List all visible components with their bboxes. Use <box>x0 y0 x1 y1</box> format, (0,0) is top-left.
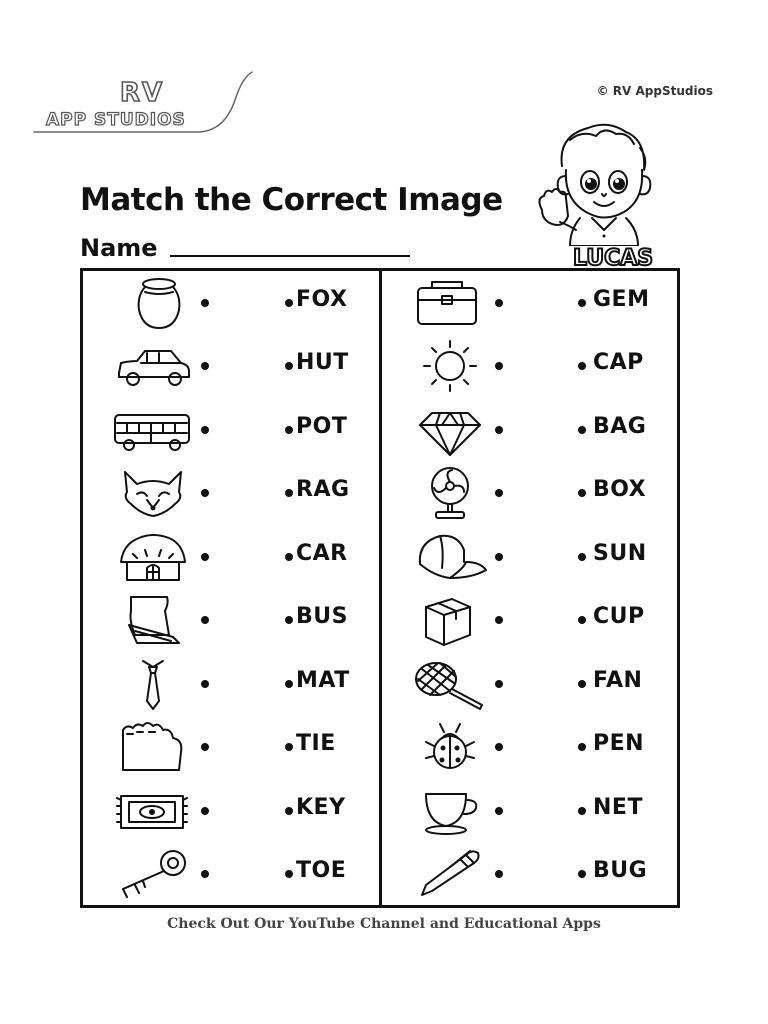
word-match-dot[interactable] <box>578 362 586 370</box>
name-field[interactable] <box>80 232 410 262</box>
picture-match-dot[interactable] <box>495 362 503 370</box>
word-match-dot[interactable] <box>285 426 293 434</box>
picture-match-dot[interactable] <box>201 553 209 561</box>
cup-icon <box>410 782 490 840</box>
toe-icon <box>113 718 193 776</box>
bug-icon <box>410 718 490 776</box>
name-label: Name <box>80 234 158 262</box>
picture-match-dot[interactable] <box>495 807 503 815</box>
match-row <box>382 842 678 905</box>
picture-match-dot[interactable] <box>495 426 503 434</box>
picture-match-dot[interactable] <box>201 680 209 688</box>
word-match-dot[interactable] <box>285 870 293 878</box>
box-icon <box>410 591 490 649</box>
match-word: CAR <box>296 541 348 566</box>
match-row <box>83 525 379 588</box>
sun-icon <box>410 337 490 395</box>
match-row <box>83 588 379 651</box>
net-icon <box>410 655 490 713</box>
match-word: NET <box>593 795 643 820</box>
match-row <box>83 398 379 461</box>
match-row <box>382 715 678 778</box>
match-row <box>83 779 379 842</box>
match-word: KEY <box>296 795 346 820</box>
cap-icon <box>410 528 490 586</box>
picture-match-dot[interactable] <box>201 870 209 878</box>
match-row <box>382 398 678 461</box>
match-word: GEM <box>593 287 650 312</box>
match-row <box>382 652 678 715</box>
mat-icon <box>113 782 193 840</box>
match-word: TIE <box>296 731 336 756</box>
match-row <box>382 525 678 588</box>
key-icon <box>113 845 193 903</box>
picture-match-dot[interactable] <box>495 299 503 307</box>
match-row <box>83 334 379 397</box>
match-row <box>382 779 678 842</box>
fox-icon <box>113 464 193 522</box>
rv-app-studios-logo <box>30 70 260 140</box>
footer-promo-text: Check Out Our YouTube Channel and Educational Apps <box>167 916 601 932</box>
copyright-text: © RV AppStudios <box>596 84 713 98</box>
mascot-name-label: LUCAS <box>573 246 654 271</box>
match-word: RAG <box>296 477 350 502</box>
hut-icon <box>113 528 193 586</box>
word-match-dot[interactable] <box>285 489 293 497</box>
word-match-dot[interactable] <box>285 299 293 307</box>
word-match-dot[interactable] <box>578 680 586 688</box>
match-row <box>83 461 379 524</box>
picture-match-dot[interactable] <box>495 616 503 624</box>
word-match-dot[interactable] <box>285 553 293 561</box>
picture-match-dot[interactable] <box>495 743 503 751</box>
match-word: TOE <box>296 858 347 883</box>
match-row <box>382 461 678 524</box>
match-word: SUN <box>593 541 647 566</box>
matching-worksheet <box>80 268 680 908</box>
match-word: HUT <box>296 350 349 375</box>
match-row <box>382 588 678 651</box>
word-match-dot[interactable] <box>578 616 586 624</box>
name-blank-line[interactable] <box>170 254 410 257</box>
word-match-dot[interactable] <box>578 553 586 561</box>
match-word: POT <box>296 414 348 439</box>
picture-match-dot[interactable] <box>201 426 209 434</box>
match-word: FAN <box>593 668 643 693</box>
car-icon <box>113 337 193 395</box>
match-row <box>382 271 678 334</box>
logo-studios-text: APP STUDIOS <box>46 110 186 130</box>
match-row <box>83 715 379 778</box>
word-match-dot[interactable] <box>578 870 586 878</box>
pen-icon <box>410 845 490 903</box>
left-column <box>83 271 379 905</box>
picture-match-dot[interactable] <box>495 489 503 497</box>
pot-icon <box>113 274 193 332</box>
match-row <box>382 334 678 397</box>
match-word: BAG <box>593 414 647 439</box>
right-column <box>382 271 678 905</box>
word-match-dot[interactable] <box>285 680 293 688</box>
picture-match-dot[interactable] <box>201 362 209 370</box>
gem-icon <box>410 401 490 459</box>
word-match-dot[interactable] <box>578 807 586 815</box>
match-word: CUP <box>593 604 645 629</box>
logo-rv-text: RV <box>120 78 165 108</box>
word-match-dot[interactable] <box>578 743 586 751</box>
lucas-mascot <box>530 118 670 274</box>
match-word: CAP <box>593 350 644 375</box>
match-word: MAT <box>296 668 350 693</box>
match-word: BOX <box>593 477 647 502</box>
picture-match-dot[interactable] <box>201 743 209 751</box>
match-row <box>83 271 379 334</box>
page-title: Match the Correct Image <box>80 182 503 218</box>
match-word: BUS <box>296 604 348 629</box>
match-word: BUG <box>593 858 648 883</box>
picture-match-dot[interactable] <box>495 680 503 688</box>
word-match-dot[interactable] <box>285 616 293 624</box>
word-match-dot[interactable] <box>285 807 293 815</box>
word-match-dot[interactable] <box>285 362 293 370</box>
bus-icon <box>113 401 193 459</box>
word-match-dot[interactable] <box>578 299 586 307</box>
word-match-dot[interactable] <box>285 743 293 751</box>
picture-match-dot[interactable] <box>201 807 209 815</box>
rag-icon <box>113 591 193 649</box>
picture-match-dot[interactable] <box>495 553 503 561</box>
bag-icon <box>410 274 490 332</box>
picture-match-dot[interactable] <box>201 489 209 497</box>
picture-match-dot[interactable] <box>201 299 209 307</box>
picture-match-dot[interactable] <box>495 870 503 878</box>
word-match-dot[interactable] <box>578 426 586 434</box>
match-row <box>83 842 379 905</box>
picture-match-dot[interactable] <box>201 616 209 624</box>
match-row <box>83 652 379 715</box>
fan-icon <box>410 464 490 522</box>
word-match-dot[interactable] <box>578 489 586 497</box>
match-word: PEN <box>593 731 645 756</box>
tie-icon <box>113 655 193 713</box>
match-word: FOX <box>296 287 348 312</box>
